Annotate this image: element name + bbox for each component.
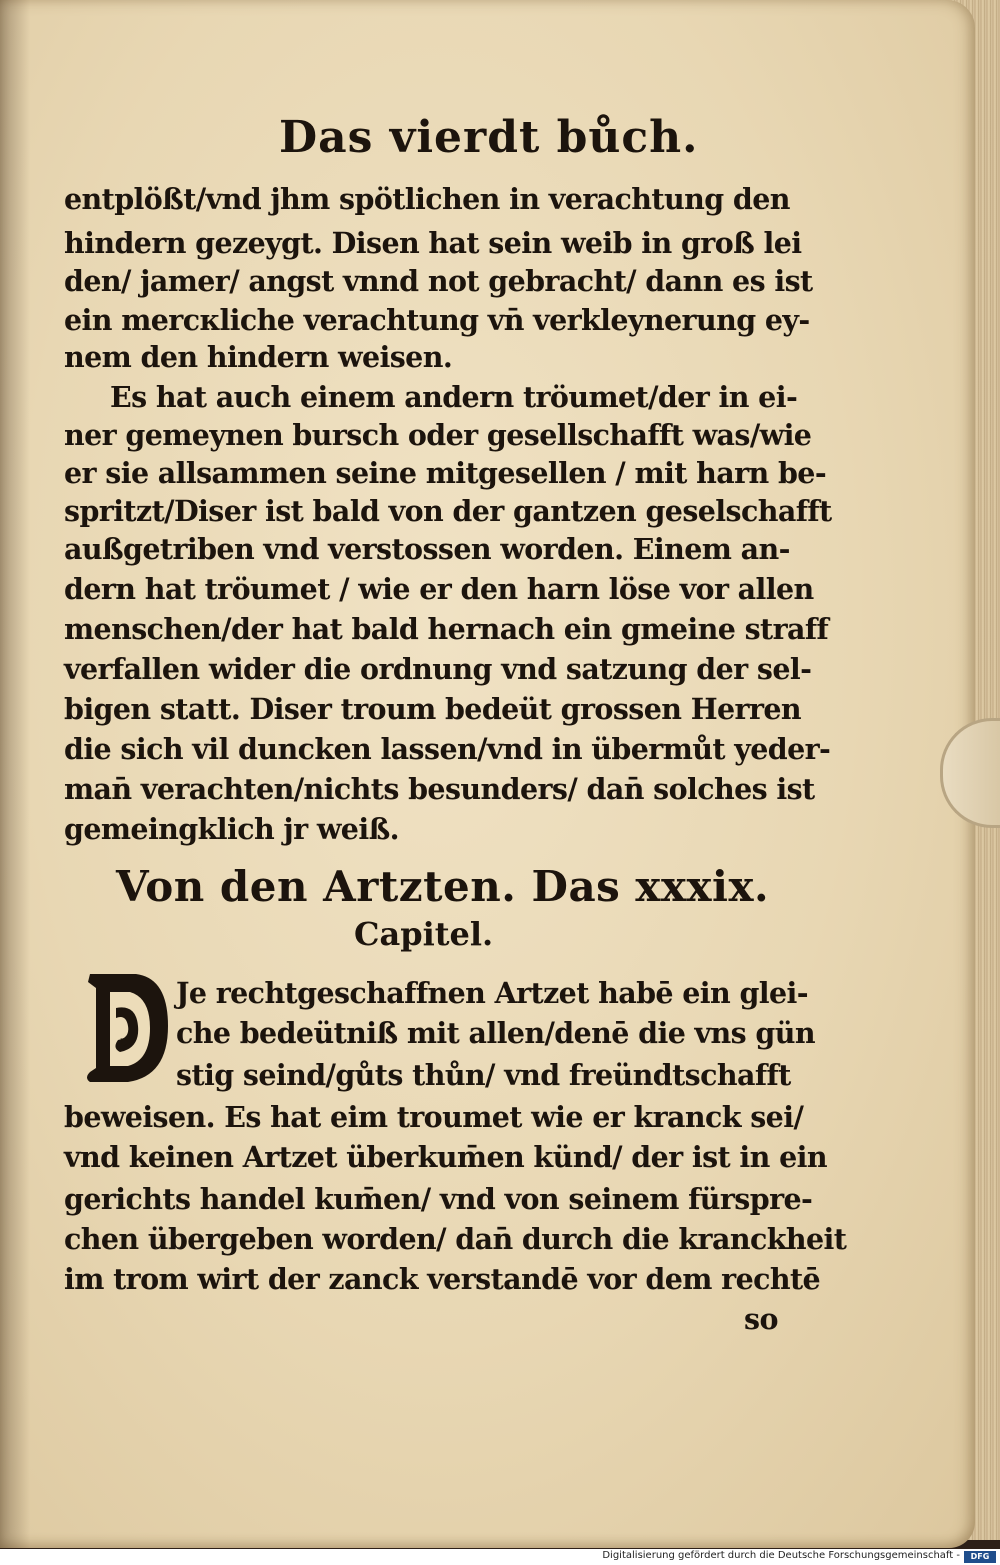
footer-bar	[0, 1549, 1000, 1565]
text-line: verfallen wider die ordnung vnd satzung der sel-	[64, 652, 812, 686]
text-line: er sie allsammen seine mitgesellen / mit harn be-	[64, 456, 827, 490]
text-line: dern hat tröumet / wie er den harn löse vor allen	[64, 572, 814, 606]
dfg-logo-icon: DFG	[964, 1551, 996, 1563]
text-line: Je rechtgeschaffnen Artzet habē ein glei-	[176, 976, 808, 1010]
text-line: man̄ verachten/nichts besunders/ dan̄ solches ist	[64, 772, 815, 806]
text-line: im trom wirt der zanck verstandē vor dem rechtē	[64, 1262, 821, 1296]
text-line: Es hat auch einem andern tröumet/der in ei-	[110, 380, 798, 414]
text-line: menschen/der hat bald hernach ein gmeine straff	[64, 612, 829, 646]
text-line: ein mercкliche verachtung vn̄ verkleynerung ey-	[64, 303, 810, 337]
text-line: nem den hindern weisen.	[64, 340, 453, 374]
text-line: hindern gezeygt. Disen hat sein weib in groß lei	[64, 226, 802, 260]
text-line: bigen statt. Diser troum bedeüt grossen Herren	[64, 692, 802, 726]
running-header: Das vierdt bůch.	[279, 112, 699, 163]
decorated-initial-d	[76, 968, 172, 1088]
catchword: so	[744, 1302, 778, 1336]
chapter-subtitle: Capitel.	[354, 915, 494, 953]
text-line: den/ jamer/ angst vnnd not gebracht/ dann es ist	[64, 264, 813, 298]
text-line: che bedeütniß mit allen/denē die vns gün	[176, 1016, 815, 1050]
footer-credit: Digitalisierung gefördert durch die Deutsche Forschungsgemeinschaft -	[602, 1550, 960, 1561]
text-line: entplößt/vnd jhm spötlichen in verachtung den	[64, 182, 790, 216]
text-line: vnd keinen Artzet überkum̄en künd/ der ist in ein	[64, 1140, 827, 1174]
chapter-title: Von den Artzten. Das xxxix.	[116, 862, 770, 911]
initial-letter: D	[119, 1038, 129, 1049]
text-line: spritzt/Diser ist bald von der gantzen geselschafft	[64, 494, 832, 528]
text-line: ner gemeynen bursch oder gesellschafft was/wie	[64, 418, 812, 452]
text-line: gemeingklich jr weiß.	[64, 812, 399, 846]
text-line: gerichts handel kum̄en/ vnd von seinem fürspre-	[64, 1182, 813, 1216]
text-line: chen übergeben worden/ dan̄ durch die kranckheit	[64, 1222, 847, 1256]
text-line: die sich vil duncken lassen/vnd in übermůt yeder-	[64, 732, 831, 766]
text-line: stig seind/gůts thůn/ vnd freündtschafft	[176, 1058, 791, 1092]
text-line: außgetriben vnd verstossen worden. Einem an-	[64, 532, 790, 566]
text-line: beweisen. Es hat eim troumet wie er kranck sei/	[64, 1100, 804, 1134]
